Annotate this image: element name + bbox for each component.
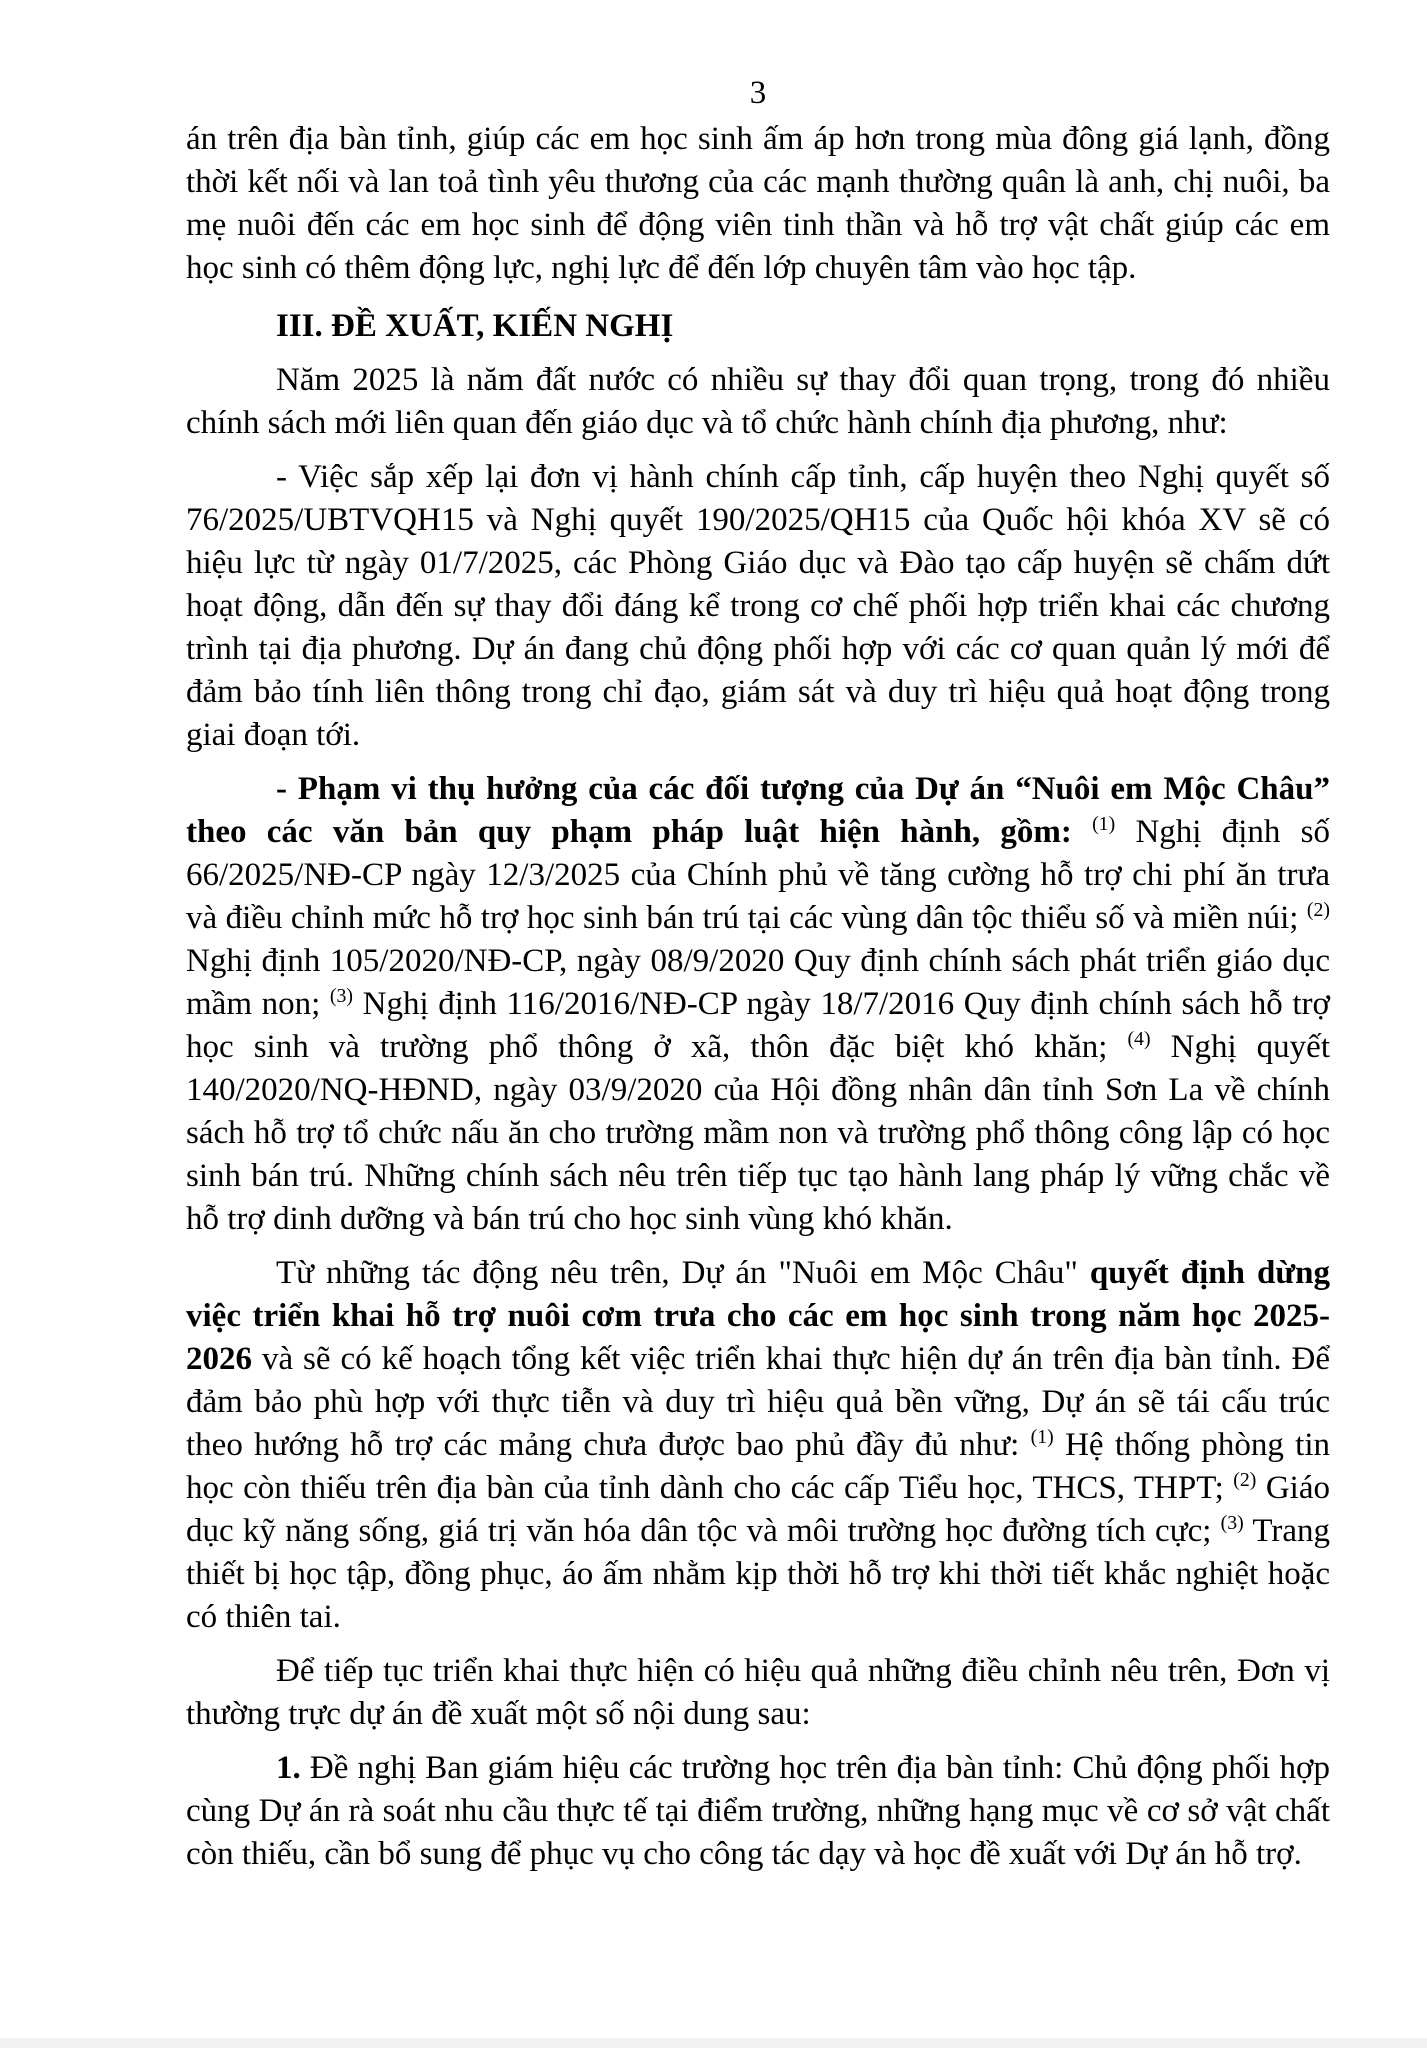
text-run: Nghị định số 66/2025/NĐ-CP ngày 12/3/2025 của Chính phủ về tăng cường hỗ trợ chi phí ăn trưa và điều chỉnh mức hỗ trợ học sinh bán trú tại các vùng dân tộc thiểu số và miền núi;	[186, 814, 1330, 936]
text-run: và sẽ có kế hoạch tổng kết việc triển khai thực hiện dự án trên địa bàn tỉnh. Để đảm bảo phù hợp với thực tiễn và duy trì hiệu quả bền vững, Dự án sẽ tái cấu trúc theo hướng hỗ trợ các mảng chưa được bao phủ đầy đủ như:	[186, 1341, 1330, 1463]
text-run: Từ những tác động nêu trên, Dự án "Nuôi em Mộc Châu"	[276, 1255, 1090, 1291]
text-run: Nghị định 116/2016/NĐ-CP ngày 18/7/2016 Quy định chính sách hỗ trợ học sinh và trường phổ thông ở xã, thôn đặc biệt khó khăn;	[186, 986, 1330, 1065]
text-run: - Việc sắp xếp lại đơn vị hành chính cấp tỉnh, cấp huyện theo Nghị quyết số 76/2025/UBTVQH15 và Nghị quyết 190/2025/QH15 của Quốc hội khóa XV sẽ có hiệu lực từ ngày 01/7/2025, các Phòng Giáo dục và Đào tạo cấp huyện sẽ chấm dứt hoạt động, dẫn đến sự thay đổi đáng kể trong cơ chế phối hợp triển khai các chương trình tại địa phương. Dự án đang chủ động phối hợp với các cơ quan quản lý mới để đảm bảo tính liên thông trong chỉ đạo, giám sát và duy trì hiệu quả hoạt động trong giai đoạn tới.	[186, 459, 1330, 753]
page-number: 3	[749, 75, 767, 111]
footnote-marker: (4)	[1127, 1028, 1151, 1050]
paragraph	[186, 1252, 1330, 1639]
text-run: Giáo dục kỹ năng sống, giá trị văn hóa dân tộc và môi trường học đường tích cực;	[186, 1470, 1331, 1549]
paragraph	[186, 359, 1330, 445]
text-run: Hệ thống phòng tin học còn thiếu trên địa bàn của tỉnh dành cho các cấp Tiểu học, THCS, THPT;	[186, 1427, 1331, 1506]
paragraph	[186, 456, 1330, 757]
text-run: Nghị định 105/2020/NĐ-CP, ngày 08/9/2020 Quy định chính sách phát triển giáo dục mầm non;	[186, 943, 1330, 1022]
text-run: Năm 2025 là năm đất nước có nhiều sự thay đổi quan trọng, trong đó nhiều chính sách mới liên quan đến giáo dục và tổ chức hành chính địa phương, như:	[186, 362, 1330, 441]
paragraph	[186, 768, 1330, 1241]
page-bottom-divider	[0, 2038, 1427, 2048]
footnote-marker: (1)	[1030, 1426, 1054, 1448]
text-run: án trên địa bàn tỉnh, giúp các em học sinh ấm áp hơn trong mùa đông giá lạnh, đồng thời kết nối và lan toả tình yêu thương của các mạnh thường quân là anh, chị nuôi, ba mẹ nuôi đến các em học sinh để động viên tinh thần và hỗ trợ vật chất giúp các em học sinh có thêm động lực, nghị lực để đến lớp chuyên tâm vào học tập.	[186, 121, 1330, 286]
text-run: 1.	[276, 1750, 301, 1786]
footnote-marker: (1)	[1092, 813, 1116, 835]
paragraph	[186, 1747, 1330, 1876]
text-run: Trang thiết bị học tập, đồng phục, áo ấm nhằm kịp thời hỗ trợ khi thời tiết khắc nghiệt hoặc có thiên tai.	[186, 1513, 1330, 1635]
text-run: Để tiếp tục triển khai thực hiện có hiệu quả những điều chỉnh nêu trên, Đơn vị thường trực dự án đề xuất một số nội dung sau:	[186, 1653, 1330, 1732]
footnote-marker: (3)	[1220, 1512, 1244, 1534]
text-run: Nghị quyết 140/2020/NQ-HĐND, ngày 03/9/2020 của Hội đồng nhân dân tỉnh Sơn La về chính sách hỗ trợ tổ chức nấu ăn cho trường mầm non và trường phổ thông công lập có học sinh bán trú. Những chính sách nêu trên tiếp tục tạo hành lang pháp lý vững chắc về hỗ trợ dinh dưỡng và bán trú cho học sinh vùng khó khăn.	[186, 1029, 1330, 1237]
document-body	[186, 118, 1330, 1876]
text-run: quyết định dừng việc triển khai hỗ trợ nuôi cơm trưa cho các em học sinh trong năm học 2025-2026	[186, 1255, 1330, 1377]
footnote-marker: (2)	[1306, 899, 1330, 921]
paragraph	[186, 1650, 1330, 1736]
paragraph	[186, 118, 1330, 290]
section-heading	[186, 305, 1330, 348]
text-run: Đề nghị Ban giám hiệu các trường học trên địa bàn tỉnh: Chủ động phối hợp cùng Dự án rà soát nhu cầu thực tế tại điểm trường, những hạng mục về cơ sở vật chất còn thiếu, cần bổ sung để phục vụ cho công tác dạy và học đề xuất với Dự án hỗ trợ.	[186, 1750, 1330, 1872]
text-run: III. ĐỀ XUẤT, KIẾN NGHỊ	[276, 308, 674, 344]
footnote-marker: (2)	[1233, 1469, 1257, 1491]
footnote-marker: (3)	[329, 985, 353, 1007]
text-run: - Phạm vi thụ hưởng của các đối tượng của Dự án “Nuôi em Mộc Châu” theo các văn bản quy phạm pháp luật hiện hành, gồm:	[186, 771, 1330, 850]
